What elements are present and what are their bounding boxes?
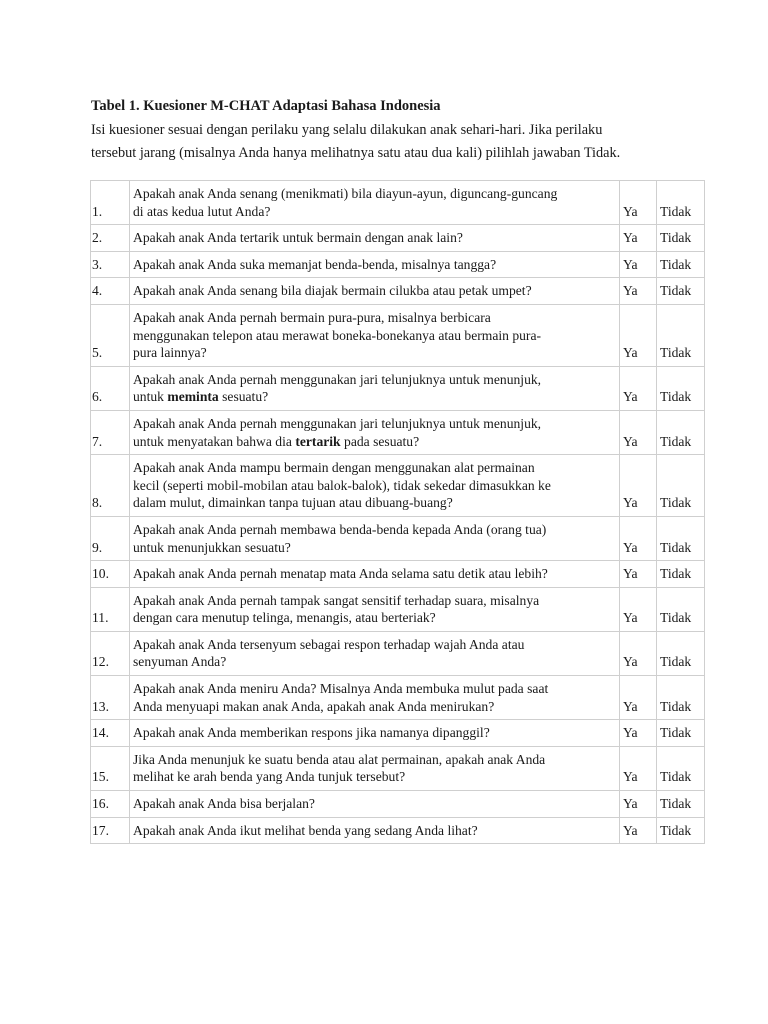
question-text [130,561,620,588]
question-text-line: menggunakan telepon atau merawat boneka-bonekanya atau bermain pura- [133,327,542,343]
question-text-line: Jika Anda menunjuk ke suatu benda atau alat permainan, apakah anak Anda [133,751,546,767]
answer-tidak[interactable]: Tidak [657,561,705,588]
answer-tidak[interactable]: Tidak [657,791,705,818]
question-text [130,791,620,818]
question-text [130,410,620,454]
question-text-line: Apakah anak Anda suka memanjat benda-benda, misalnya tangga? [133,256,497,272]
question-text-line: Apakah anak Anda bisa berjalan? [133,796,315,812]
question-number: 11. [91,587,130,631]
question-text [130,587,620,631]
question-text [130,251,620,278]
question-text-line: Apakah anak Anda ikut melihat benda yang sedang Anda lihat? [133,822,478,838]
question-row [91,366,705,410]
question-row [91,278,705,305]
answer-tidak[interactable]: Tidak [657,366,705,410]
question-number: 7. [91,410,130,454]
intro-line: Isi kuesioner sesuai dengan perilaku yang selalu dilakukan anak sehari-hari. Jika perilaku [91,122,603,138]
question-text [130,181,620,225]
question-text-line: Anda menyuapi makan anak Anda, apakah anak Anda menirukan? [133,698,495,714]
question-number: 2. [91,225,130,252]
answer-ya[interactable]: Ya [620,587,657,631]
question-text [130,455,620,517]
answer-tidak[interactable]: Tidak [657,225,705,252]
answer-ya[interactable]: Ya [620,817,657,844]
question-number: 6. [91,366,130,410]
question-text-line: senyuman Anda? [133,654,227,670]
answer-ya[interactable]: Ya [620,304,657,366]
question-text [130,366,620,410]
answer-ya[interactable]: Ya [620,278,657,305]
answer-tidak[interactable]: Tidak [657,817,705,844]
question-text [130,225,620,252]
question-text-line: Apakah anak Anda senang (menikmati) bila diayun-ayun, diguncang-guncang [133,186,558,201]
question-text-line: Apakah anak Anda tersenyum sebagai respon terhadap wajah Anda atau [133,636,525,652]
question-row [91,516,705,560]
question-row [91,676,705,720]
answer-tidak[interactable]: Tidak [657,278,705,305]
question-number: 4. [91,278,130,305]
question-text-line: kecil (seperti mobil-mobilan atau balok-balok), tidak sekedar dimasukkan ke [133,477,551,493]
question-text-line: untuk meminta sesuatu? [133,389,269,405]
question-text-line: dengan cara menutup telinga, menangis, atau berteriak? [133,610,436,626]
question-row [91,791,705,818]
answer-ya[interactable]: Ya [620,561,657,588]
question-text-line: untuk menunjukkan sesuatu? [133,539,291,555]
question-text-line: melihat ke arah benda yang Anda tunjuk tersebut? [133,769,406,785]
answer-ya[interactable]: Ya [620,410,657,454]
question-text-line: Apakah anak Anda pernah menatap mata Anda selama satu detik atau lebih? [133,566,548,582]
answer-ya[interactable]: Ya [620,631,657,675]
answer-ya[interactable]: Ya [620,225,657,252]
question-number: 9. [91,516,130,560]
question-text-line: Apakah anak Anda tertarik untuk bermain dengan anak lain? [133,230,463,246]
emphasized-word: meminta [167,389,219,405]
question-text-line: Apakah anak Anda mampu bermain dengan menggunakan alat permainan [133,460,535,476]
question-text-line: untuk menyatakan bahwa dia tertarik pada sesuatu? [133,433,420,449]
question-text [130,676,620,720]
answer-tidak[interactable]: Tidak [657,587,705,631]
question-row [91,746,705,790]
emphasized-word: tertarik [295,433,341,449]
answer-ya[interactable]: Ya [620,181,657,225]
question-text-line: Apakah anak Anda pernah membawa benda-benda kepada Anda (orang tua) [133,521,547,537]
answer-ya[interactable]: Ya [620,366,657,410]
answer-tidak[interactable]: Tidak [657,181,705,225]
question-text-line: Apakah anak Anda pernah tampak sangat sensitif terhadap suara, misalnya [133,592,540,608]
question-number: 3. [91,251,130,278]
question-text-line: di atas kedua lutut Anda? [133,203,271,219]
question-row [91,410,705,454]
questionnaire-table [90,180,705,844]
question-text-line: Apakah anak Anda pernah bermain pura-pura, misalnya berbicara [133,309,491,325]
answer-ya[interactable]: Ya [620,251,657,278]
question-row [91,304,705,366]
question-text [130,746,620,790]
question-row [91,181,705,225]
question-row [91,251,705,278]
question-row [91,587,705,631]
question-number: 5. [91,304,130,366]
answer-ya[interactable]: Ya [620,455,657,517]
questionnaire-body [91,181,705,844]
answer-tidak[interactable]: Tidak [657,455,705,517]
intro-paragraph [91,119,691,164]
question-row [91,817,705,844]
answer-tidak[interactable]: Tidak [657,304,705,366]
answer-tidak[interactable]: Tidak [657,410,705,454]
answer-tidak[interactable]: Tidak [657,746,705,790]
question-text-line: Apakah anak Anda meniru Anda? Misalnya Anda membuka mulut pada saat [133,681,549,697]
question-row [91,561,705,588]
question-text-line: dalam mulut, dimainkan tanpa tujuan atau dibuang-buang? [133,495,453,511]
question-text-line: Apakah anak Anda pernah menggunakan jari telunjuknya untuk menunjuk, [133,371,542,387]
answer-ya[interactable]: Ya [620,516,657,560]
answer-ya[interactable]: Ya [620,676,657,720]
question-text-line: Apakah anak Anda senang bila diajak bermain cilukba atau petak umpet? [133,283,532,299]
intro-line: tersebut jarang (misalnya Anda hanya melihatnya satu atau dua kali) pilihlah jawaban Tidak. [91,144,621,161]
question-text [130,720,620,747]
question-number: 10. [91,561,130,588]
answer-tidak[interactable]: Tidak [657,676,705,720]
question-text-line: pura lainnya? [133,345,207,361]
question-text [130,516,620,560]
question-text [130,304,620,366]
question-row [91,720,705,747]
answer-tidak[interactable]: Tidak [657,516,705,560]
question-number: 8. [91,455,130,517]
answer-ya[interactable]: Ya [620,746,657,790]
answer-tidak[interactable]: Tidak [657,720,705,747]
question-row [91,225,705,252]
question-number: 13. [91,676,130,720]
question-text [130,817,620,844]
question-number: 15. [91,746,130,790]
answer-ya[interactable]: Ya [620,791,657,818]
question-row [91,631,705,675]
question-text [130,631,620,675]
question-number: 16. [91,791,130,818]
answer-ya[interactable]: Ya [620,720,657,747]
question-number: 17. [91,817,130,844]
question-text-line: Apakah anak Anda memberikan respons jika namanya dipanggil? [133,725,490,741]
question-number: 14. [91,720,130,747]
question-number: 1. [91,181,130,225]
question-text [130,278,620,305]
question-row [91,455,705,517]
answer-tidak[interactable]: Tidak [657,251,705,278]
question-number: 12. [91,631,130,675]
answer-tidak[interactable]: Tidak [657,631,705,675]
table-title: Tabel 1. Kuesioner M-CHAT Adaptasi Bahasa Indonesia [91,98,441,114]
question-text-line: Apakah anak Anda pernah menggunakan jari telunjuknya untuk menunjuk, [133,415,542,431]
